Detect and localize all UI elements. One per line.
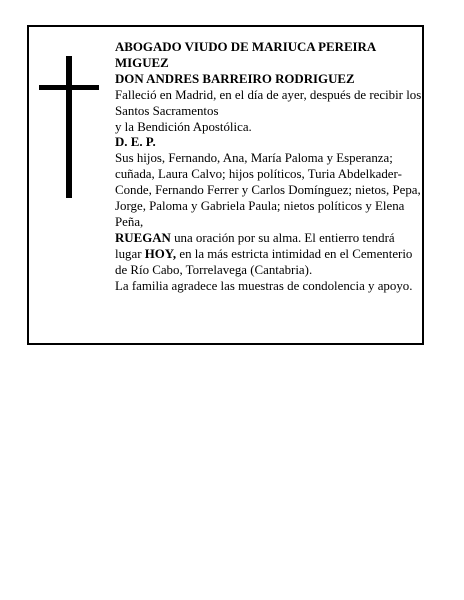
deceased-name: DON ANDRES BARREIRO RODRIGUEZ xyxy=(115,71,355,86)
rip-abbreviation: D. E. P. xyxy=(115,135,156,150)
death-announcement: Falleció en Madrid, en el día de ayer, después de recibir los Santos Sacramentos xyxy=(115,87,422,118)
family-thanks: La familia agradece las muestras de condolencia y apoyo. xyxy=(115,278,413,293)
obituary-notice xyxy=(27,25,424,345)
family-list: Sus hijos, Fernando, Ana, María Paloma y Esperanza; cuñada, Laura Calvo; hijos políticos, Turia Abdelkader-Conde, Fernando Ferrer y Carlos Domínguez; nietos, Pepa, Jorge, Paloma y Gabriela Paula; nietos políticos y Elena Peña, xyxy=(115,151,421,229)
request-text: una oración por su alma. El entierro tendrá lugar xyxy=(115,230,395,261)
funeral-request xyxy=(115,231,423,279)
obituary-text xyxy=(115,40,423,295)
death-announcement-continued: y la Bendición Apostólica. xyxy=(115,119,252,134)
request-today: HOY, xyxy=(144,246,177,261)
heading-title: ABOGADO VIUDO DE MARIUCA PEREIRA MIGUEZ xyxy=(115,40,376,70)
request-location: en la más estricta intimidad en el Cementerio de Río Cabo, Torrelavega (Cantabria). xyxy=(115,246,413,277)
request-keyword: RUEGAN xyxy=(115,230,171,245)
cross-icon xyxy=(66,56,72,198)
cross-icon-bar xyxy=(39,85,99,90)
